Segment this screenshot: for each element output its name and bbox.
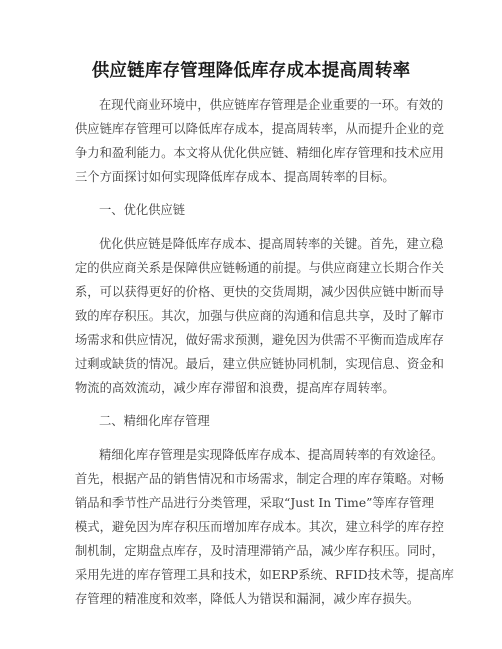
section1-line-4: 致的库存积压。其次，加强与供应商的沟通和信息共享，及时了解市	[75, 309, 444, 323]
section-heading-2: 二、精细化库存管理	[99, 414, 210, 428]
intro-line-1: 在现代商业环境中，供应链库存管理是企业重要的一环。有效的	[99, 98, 444, 112]
section2-line-2: 首先，根据产品的销售情况和市场需求，制定合理的库存策略。对畅	[75, 472, 444, 486]
section2-line-5: 制机制，定期盘点库存，及时清理滞销产品，减少库存积压。同时，	[75, 544, 444, 558]
section1-line-2: 定的供应商关系是保障供应链畅通的前提。与供应商建立长期合作关	[75, 261, 444, 275]
section-heading-1: 一、优化供应链	[99, 203, 186, 217]
section1-line-5: 场需求和供应情况，做好需求预测，避免因为供需不平衡而造成库存	[75, 333, 444, 347]
intro-line-3: 争力和盈利能力。本文将从优化供应链、精细化库存管理和技术应用	[75, 146, 444, 160]
section2-line-7: 存管理的精准度和效率，降低人为错误和漏洞，减少库存损失。	[75, 592, 420, 606]
section1-line-6: 过剩或缺货的情况。最后，建立供应链协同机制，实现信息、资金和	[75, 357, 444, 371]
section2-line-6: 采用先进的库存管理工具和技术，如ERP系统、RFID技术等，提高库	[75, 568, 454, 582]
intro-line-2: 供应链库存管理可以降低库存成本，提高周转率，从而提升企业的竞	[75, 122, 444, 136]
section1-line-7: 物流的高效流动，减少库存滞留和浪费，提高库存周转率。	[75, 381, 395, 395]
document-title: 供应链库存管理降低库存成本提高周转率	[91, 61, 411, 81]
section2-line-4: 模式，避免因为库存积压而增加库存成本。其次，建立科学的库存控	[75, 520, 444, 534]
section1-line-1: 优化供应链是降低库存成本、提高周转率的关键。首先，建立稳	[99, 237, 444, 251]
section2-line-3: 销品和季节性产品进行分类管理，采取“Just In Time”等库存管理	[75, 496, 434, 510]
section1-line-3: 系，可以获得更好的价格、更快的交货周期，减少因供应链中断而导	[75, 285, 444, 299]
intro-line-4: 三个方面探讨如何实现降低库存成本、提高周转率的目标。	[75, 170, 395, 184]
section2-line-1: 精细化库存管理是实现降低库存成本、提高周转率的有效途径。	[99, 448, 444, 462]
